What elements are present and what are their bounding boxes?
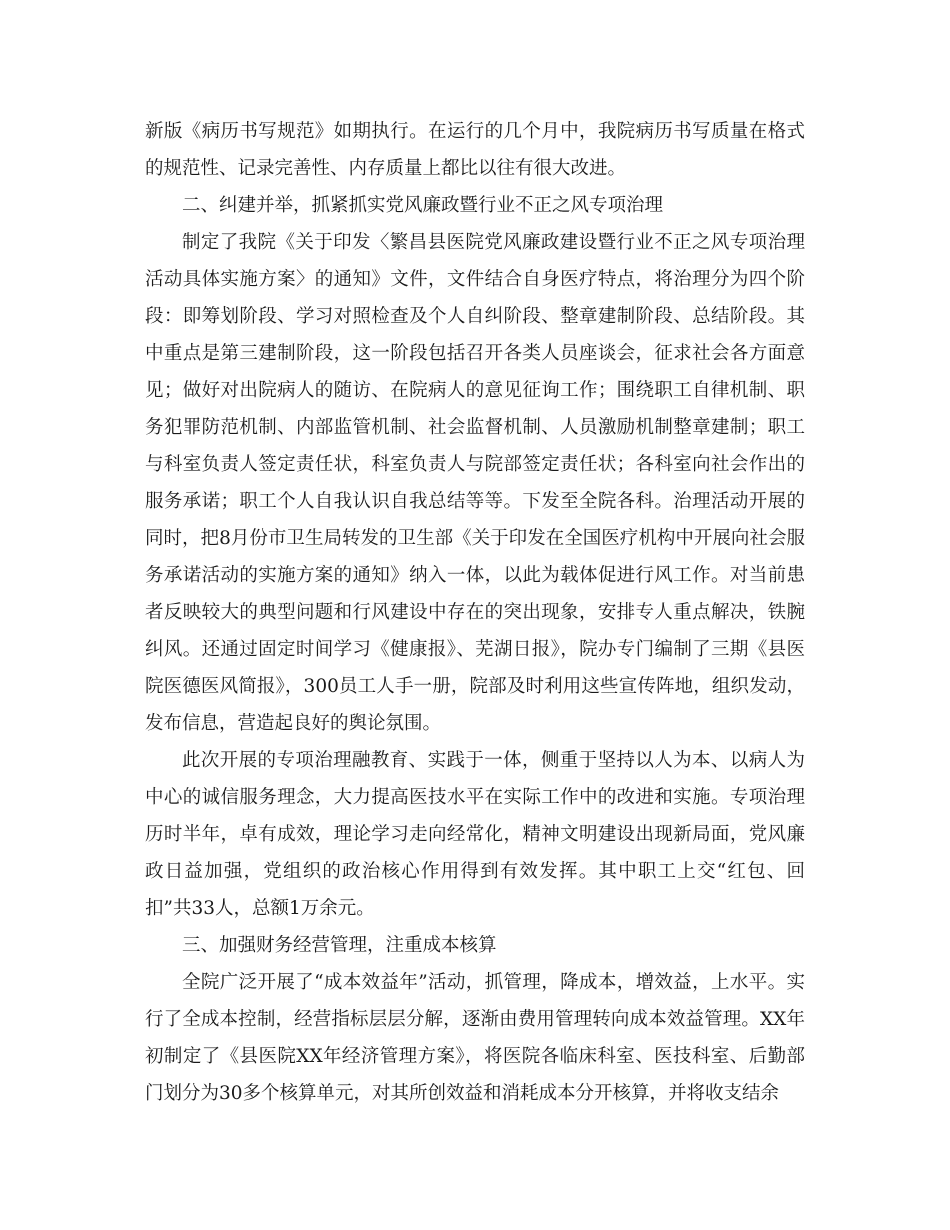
paragraph-results: 此次开展的专项治理融教育、实践于一体，侧重于坚持以人为本、以病人为中心的诚信服务理念，大力提高医技水平在实际工作中的改进和实施。专项治理历时半年，卓有成效，理论学习走向经常化，精神文明建设出现新局面，党风廉政日益加强，党组织的政治核心作用得到有效发挥。其中职工上交“红包、回扣”共33人，总额1万余元。 [145,750,805,919]
paragraph-continuation: 新版《病历书写规范》如期执行。在运行的几个月中，我院病历书写质量在格式的规范性、记录完善性、内存质量上都比以往有很大改进。 [145,121,805,179]
paragraph-finance: 全院广泛开展了“成本效益年”活动，抓管理，降成本，增效益，上水平。实行了全成本控制，经营指标层层分解，逐渐由费用管理转向成本效益管理。XX年初制定了《县医院XX年经济管理方案》，将医院各临床科室、医技科室、后勤部门划分为30多个核算单元，对其所创效益和消耗成本分开核算，并将收支结余 [145,972,805,1104]
document-body [145,113,805,1112]
paragraph-anti-corruption: 制定了我院《关于印发〈繁昌县医院党风廉政建设暨行业不正之风专项治理活动具体实施方案〉的通知》文件，文件结合自身医疗特点，将治理分为四个阶段：即筹划阶段、学习对照检查及个人自纠阶段、整章建制阶段、总结阶段。其中重点是第三建制阶段，这一阶段包括召开各类人员座谈会，征求社会各方面意见；做好对出院病人的随访、在院病人的意见征询工作；围绕职工自律机制、职务犯罪防范机制、内部监管机制、社会监督机制、人员激励机制整章建制；职工与科室负责人签定责任状，科室负责人与院部签定责任状；各科室向社会作出的服务承诺；职工个人自我认识自我总结等等。下发至全院各科。治理活动开展的同时，把8月份市卫生局转发的卫生部《关于印发在全国医疗机构中开展向社会服务承诺活动的实施方案的通知》纳入一体，以此为载体促进行风工作。对当前患者反映较大的典型问题和行风建设中存在的突出现象，安排专人重点解决，铁腕纠风。还通过固定时间学习《健康报》、芜湖日报》，院办专门编制了三期《县医院医德医风简报》，300员工人手一册，院部及时利用这些宣传阵地，组织发动，发布信息，营造起良好的舆论氛围。 [145,232,805,734]
section-heading-3: 三、加强财务经营管理，注重成本核算 [182,935,497,956]
section-heading-2: 二、纠建并举，抓紧抓实党风廉政暨行业不正之风专项治理 [182,195,664,216]
